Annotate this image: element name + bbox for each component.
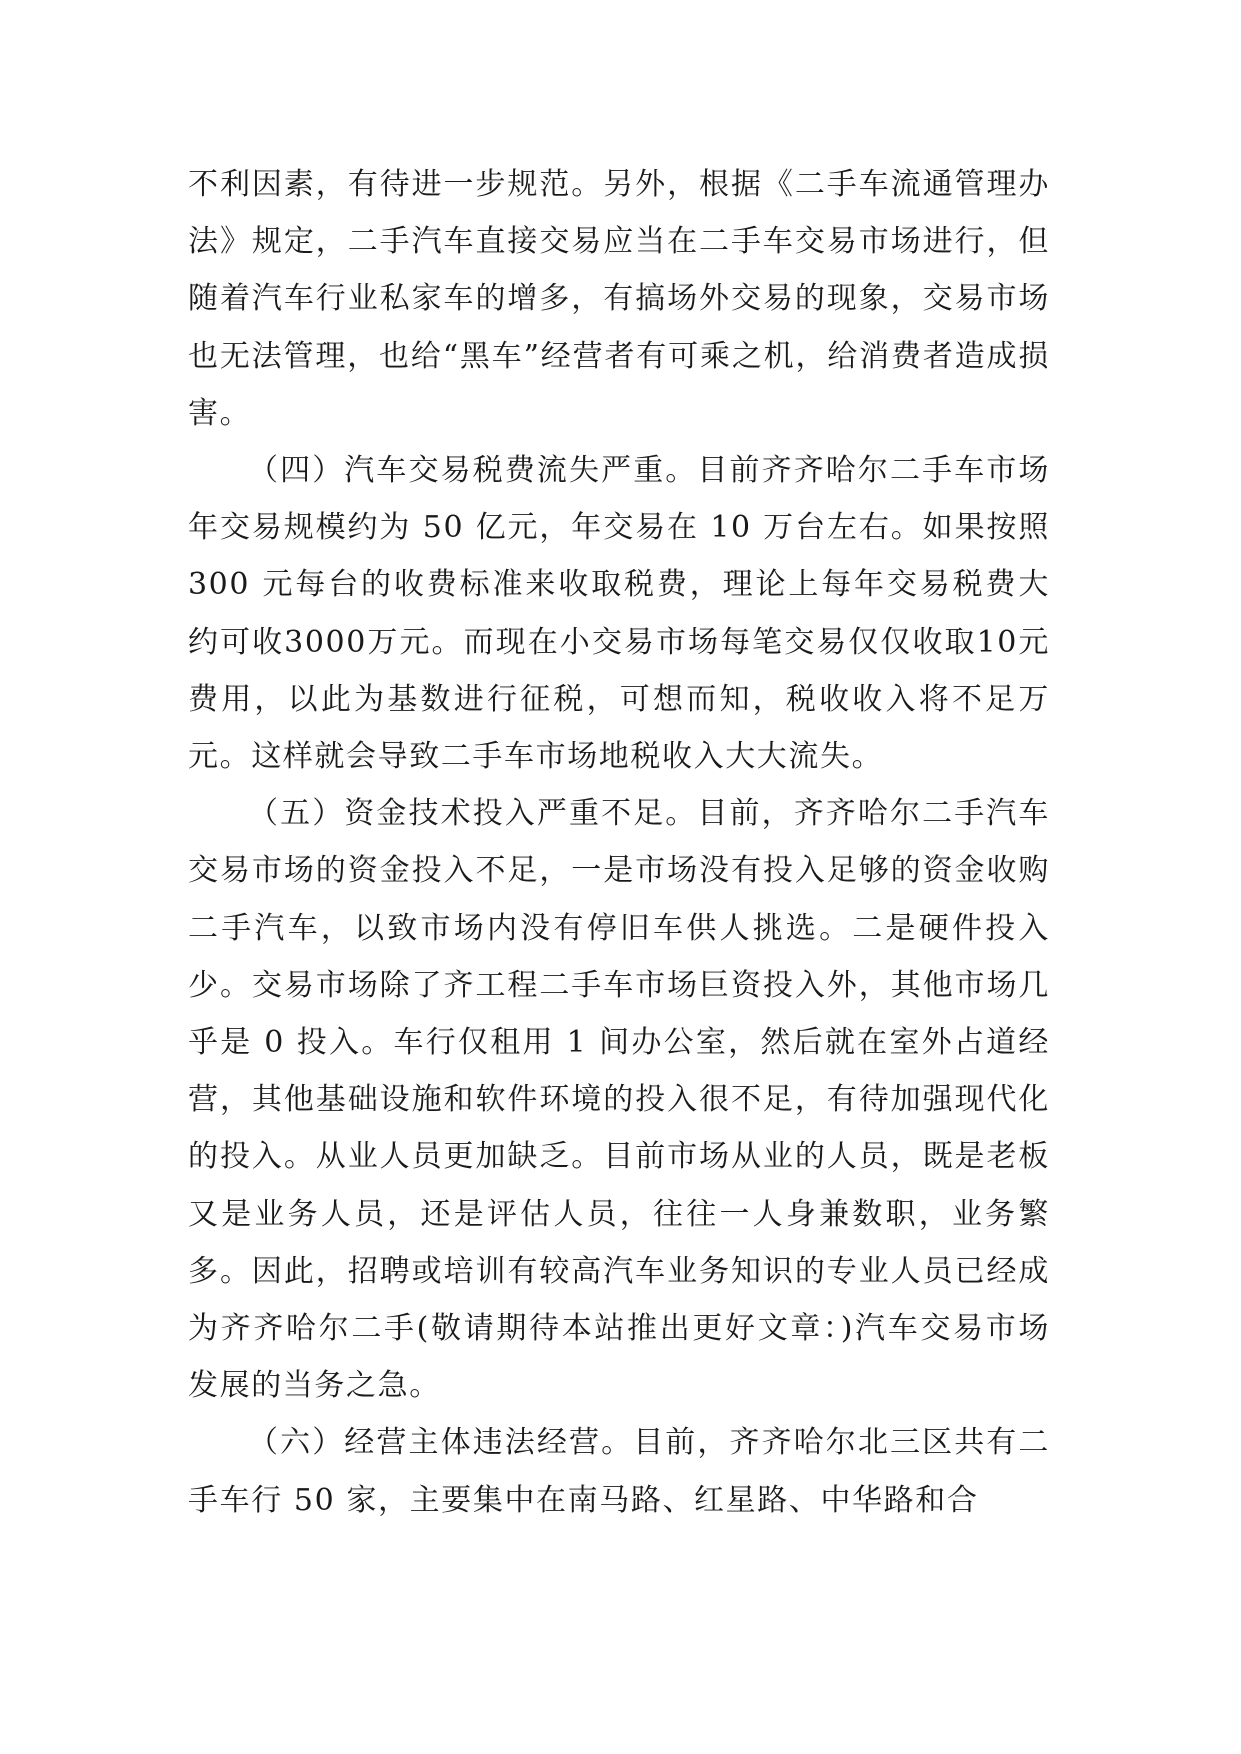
paragraph-investment: （五）资金技术投入严重不足。目前，齐齐哈尔二手汽车交易市场的资金投入不足，一是市场没有投入足够的资金收购二手汽车，以致市场内没有停旧车供人挑选。二是硬件投入少。交易市场除了齐工程二手车市场巨资投入外，其他市场几乎是 0 投入。车行仅租用 1 间办公室，然后就在室外占道经营，其他基础设施和软件环境的投入很不足，有待加强现代化的投入。从业人员更加缺乏。目前市场从业的人员，既是老板又是业务人员，还是评估人员，往往一人身兼数职，业务繁多。因此，招聘或培训有较高汽车业务知识的专业人员已经成为齐齐哈尔二手(敬请期待本站推出更好文章：)汽车交易市场发展的当务之急。 xyxy=(188,796,1050,1404)
paragraph-tax-loss: （四）汽车交易税费流失严重。目前齐齐哈尔二手车市场年交易规模约为 50 亿元，年交易在 10 万台左右。如果按照 300 元每台的收费标准来收取税费，理论上每年交易税费大约可收3000万元。而现在小交易市场每笔交易仅仅收取10元费用，以此为基数进行征税，可想而知，税收收入将不足万元。这样就会导致二手车市场地税收入大大流失。 xyxy=(188,453,1050,775)
paragraph-illegal-operation: （六）经营主体违法经营。目前，齐齐哈尔北三区共有二手车行 50 家，主要集中在南马路、红星路、中华路和合 xyxy=(188,1425,1050,1518)
document-body xyxy=(188,156,1050,1529)
paragraph-continuation: 不利因素，有待进一步规范。另外，根据《二手车流通管理办法》规定，二手汽车直接交易应当在二手车交易市场进行，但随着汽车行业私家车的增多，有搞场外交易的现象，交易市场也无法管理，也给“黑车”经营者有可乘之机，给消费者造成损害。 xyxy=(188,167,1050,431)
